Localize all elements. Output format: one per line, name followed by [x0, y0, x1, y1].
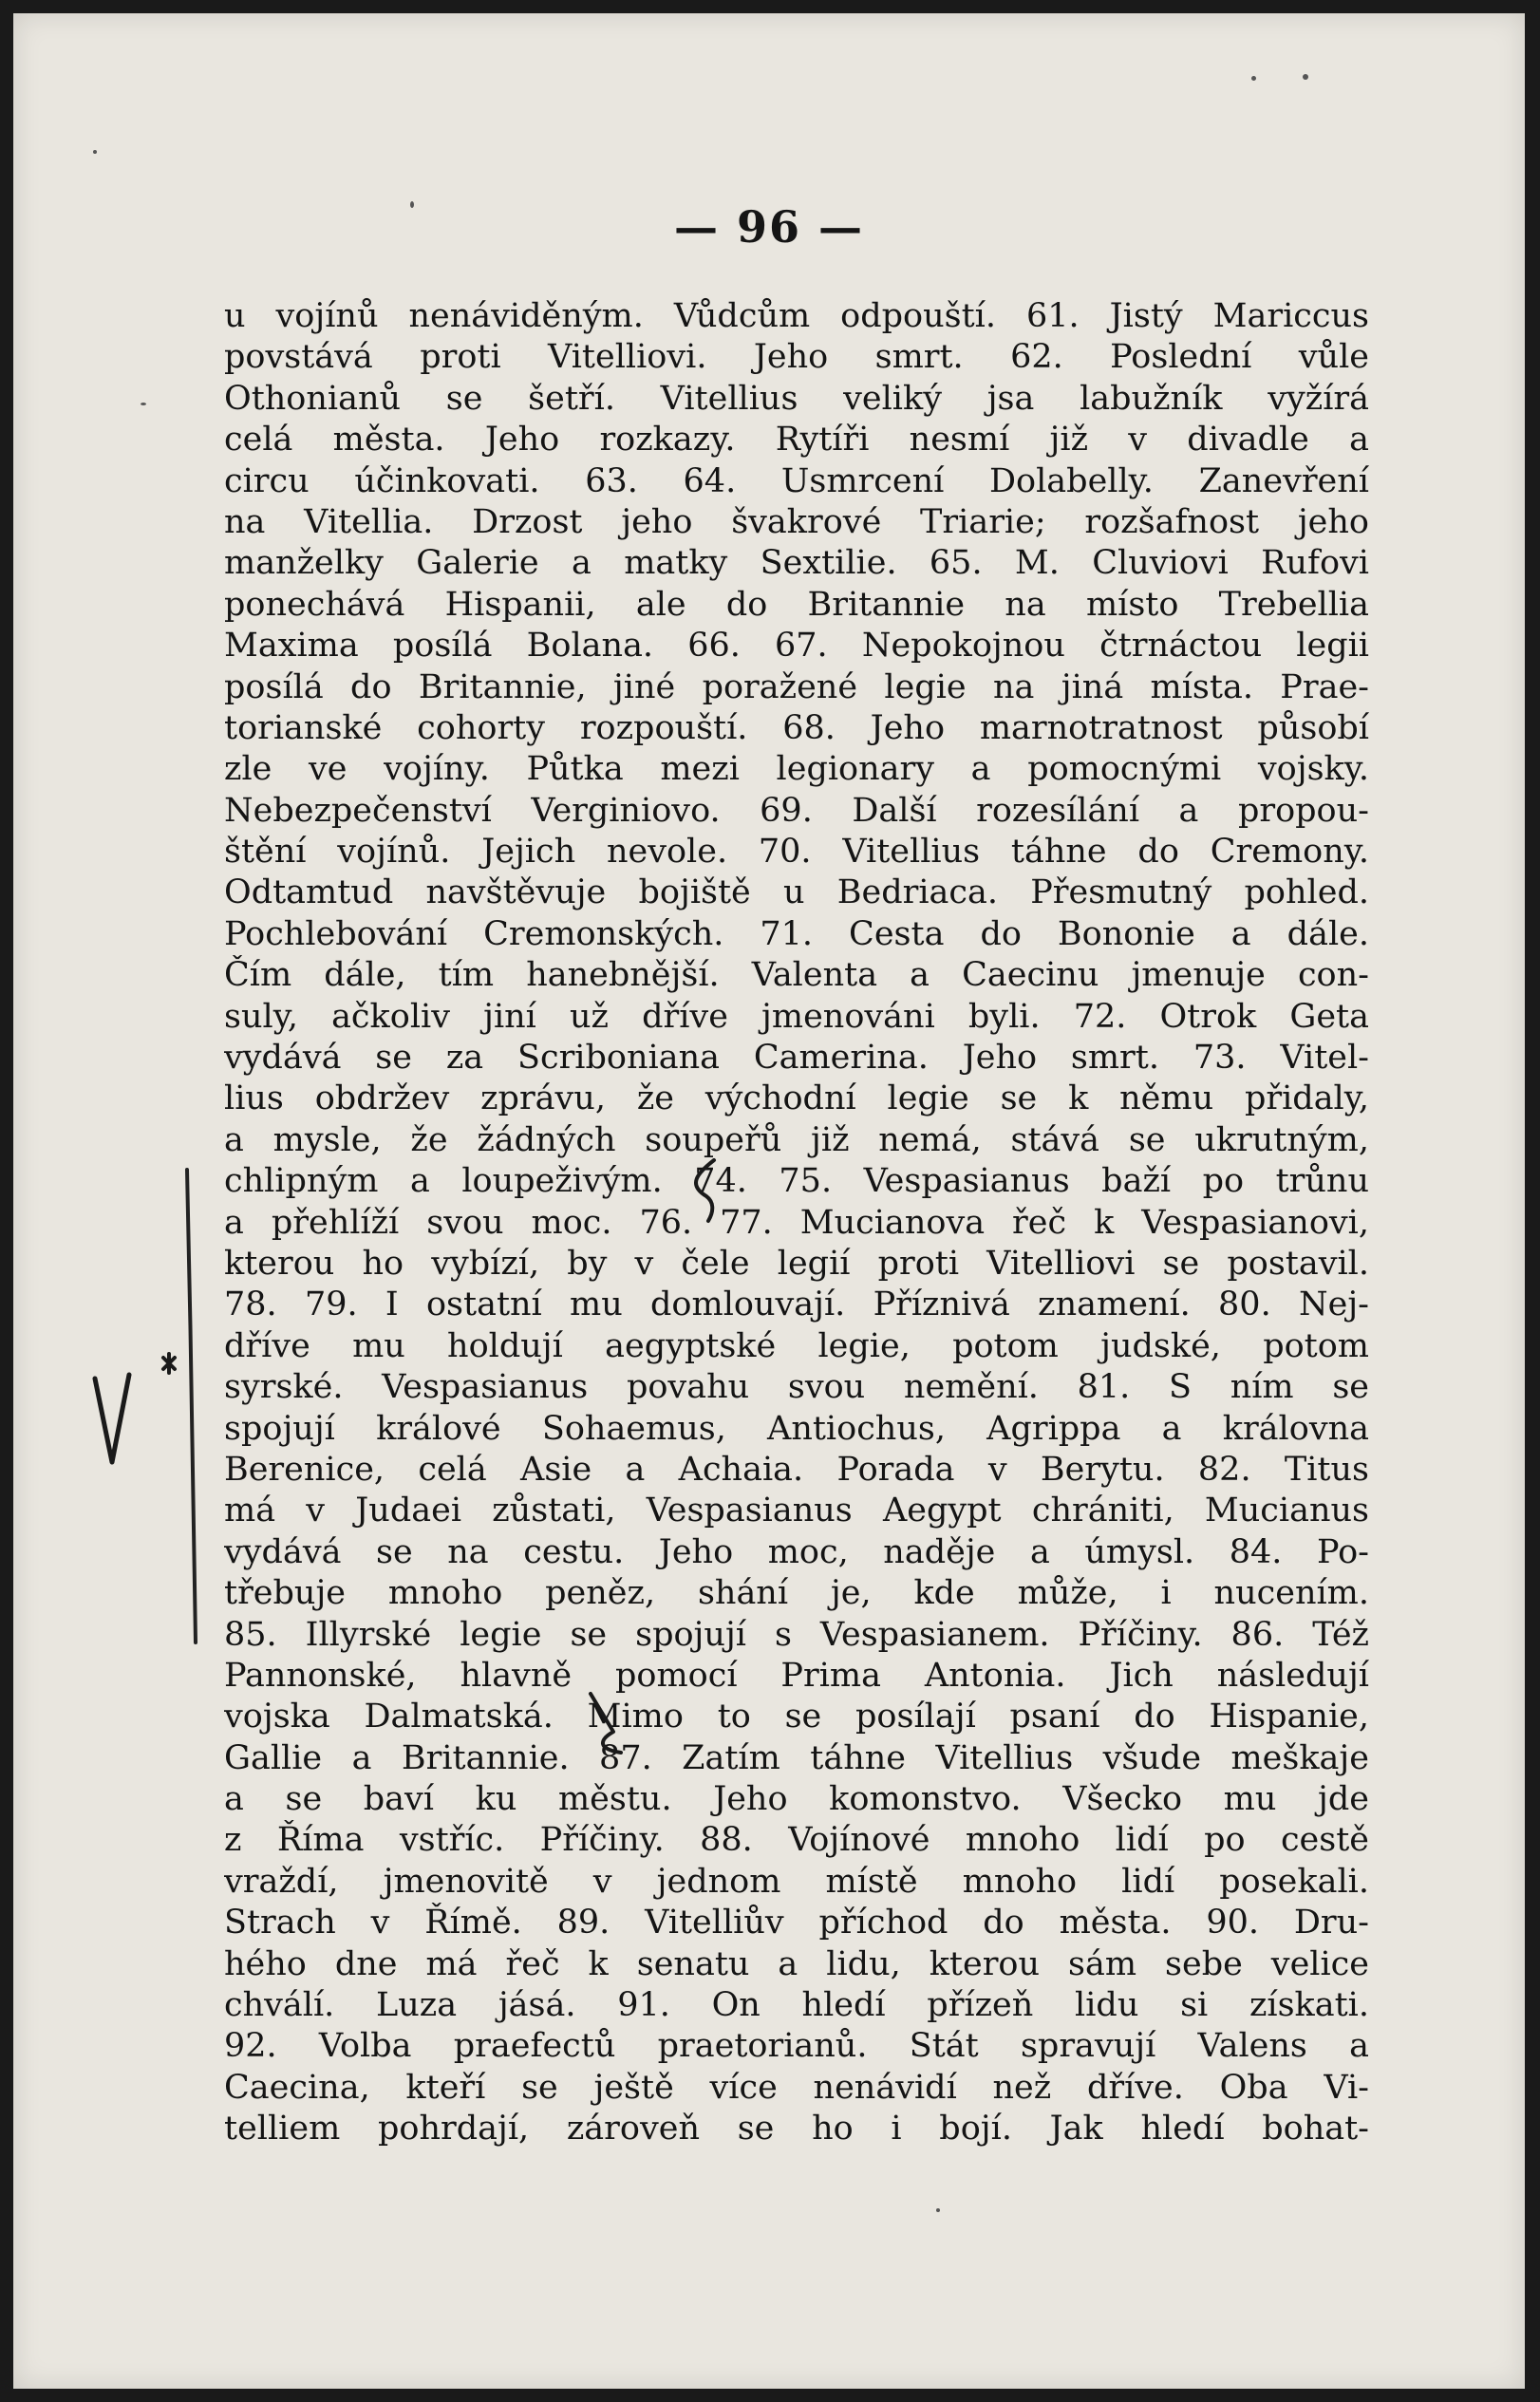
paper-speck — [1303, 74, 1308, 80]
text-line: kterou ho vybízí, by v čele legií proti Vitelliovi se postavil. — [224, 1244, 1369, 1283]
text-line: štění vojínů. Jejich nevole. 70. Vitellius táhne do Cremony. — [224, 833, 1369, 872]
text-line: 92. Volba praefectů praetorianů. Stát spravují Valens a — [224, 2027, 1369, 2066]
text-line: povstává proti Vitelliovi. Jeho smrt. 62. Poslední vůle — [224, 338, 1369, 377]
text-line: vydává se za Scriboniana Camerina. Jeho smrt. 73. Vitel- — [224, 1039, 1369, 1078]
text-line: chválí. Luza jásá. 91. On hledí přízeň lidu si získati. — [224, 1986, 1369, 2025]
text-line: vraždí, jmenovitě v jednom místě mnoho lidí posekali. — [224, 1862, 1369, 1901]
text-line: Berenice, celá Asie a Achaia. Porada v Berytu. 82. Titus — [224, 1450, 1369, 1489]
text-line: vojska Dalmatská. Mimo to se posílají psaní do Hispanie, — [224, 1698, 1369, 1736]
paper-speck — [141, 403, 146, 405]
text-line: a mysle, že žádných soupeřů již nemá, stává se ukrutným, — [224, 1120, 1369, 1159]
text-line: u vojínů nenáviděným. Vůdcům odpouští. 61. Jistý Mariccus — [224, 297, 1369, 335]
text-line: z Říma vstříc. Příčiny. 88. Vojínové mnoho lidí po cestě — [224, 1821, 1369, 1860]
paper-speck — [1251, 76, 1256, 81]
text-line: Gallie a Britannie. 87. Zatím táhne Vitellius všude meškaje — [224, 1738, 1369, 1777]
text-line: třebuje mnoho peněz, shání je, kde může, i nucením. — [224, 1574, 1369, 1613]
text-line: Pannonské, hlavně pomocí Prima Antonia. Jich následují — [224, 1656, 1369, 1695]
text-line: vydává se na cestu. Jeho moc, naděje a úmysl. 84. Po- — [224, 1532, 1369, 1571]
text-line: na Vitellia. Drzost jeho švakrové Triarie; rozšafnost jeho — [224, 502, 1369, 541]
text-line: spojují králové Sohaemus, Antiochus, Agrippa a královna — [224, 1409, 1369, 1448]
text-line: 78. 79. I ostatní mu domlouvají. Příznivá znamení. 80. Nej- — [224, 1285, 1369, 1324]
text-line: Nebezpečenství Verginiovo. 69. Další rozesílání a propou- — [224, 791, 1369, 830]
body-text — [224, 296, 1369, 2150]
text-line: syrské. Vespasianus povahu svou nemění. 81. S ním se — [224, 1368, 1369, 1407]
paper-speck — [936, 2208, 940, 2212]
text-line: 85. Illyrské legie se spojují s Vespasianem. Příčiny. 86. Též — [224, 1615, 1369, 1654]
text-line: telliem pohrdají, zároveň se ho i bojí. Jak hledí bohat- — [224, 2110, 1369, 2149]
paper-speck — [93, 150, 97, 154]
text-line: Čím dále, tím hanebnější. Valenta a Caecinu jmenuje con- — [224, 956, 1369, 995]
text-line: má v Judaei zůstati, Vespasianus Aegypt chrániti, Mucianus — [224, 1492, 1369, 1530]
text-line: manželky Galerie a matky Sextilie. 65. M. Cluviovi Rufovi — [224, 544, 1369, 583]
text-line: Maxima posílá Bolana. 66. 67. Nepokojnou čtrnáctou legii — [224, 627, 1369, 666]
text-line: posílá do Britannie, jiné poražené legie na jiná místa. Prae- — [224, 667, 1369, 706]
text-line: ponechává Hispanii, ale do Britannie na místo Trebellia — [224, 585, 1369, 624]
text-line: Odtamtud navštěvuje bojiště u Bedriaca. Přesmutný pohled. — [224, 873, 1369, 912]
text-line: suly, ačkoliv jiní už dříve jmenováni byli. 72. Otrok Geta — [224, 997, 1369, 1036]
text-line: Caecina, kteří se ještě více nenávidí než dříve. Oba Vi- — [224, 2068, 1369, 2107]
text-line: chlipným a loupeživým. 74. 75. Vespasianus baží po trůnu — [224, 1162, 1369, 1201]
text-line: celá města. Jeho rozkazy. Rytíři nesmí již v divadle a — [224, 421, 1369, 460]
text-line: zle ve vojíny. Půtka mezi legionary a pomocnými vojsky. — [224, 750, 1369, 789]
paper-speck — [410, 201, 414, 208]
text-line: circu účinkovati. 63. 64. Usmrcení Dolabelly. Zanevření — [224, 461, 1369, 500]
text-line: a se baví ku městu. Jeho komonstvo. Všecko mu jde — [224, 1780, 1369, 1819]
text-line: torianské cohorty rozpouští. 68. Jeho marnotratnost působí — [224, 708, 1369, 747]
text-line: hého dne má řeč k senatu a lidu, kterou sám sebe velice — [224, 1944, 1369, 1983]
text-line: lius obdržev zprávu, že východní legie se k němu přidaly, — [224, 1079, 1369, 1118]
text-line: dříve mu holdují aegyptské legie, potom judské, potom — [224, 1326, 1369, 1365]
text-line: Strach v Římě. 89. Vitelliův příchod do města. 90. Dru- — [224, 1904, 1369, 1942]
text-line: a přehlíží svou moc. 76. 77. Mucianova řeč k Vespasianovi, — [224, 1203, 1369, 1242]
text-line: Pochlebování Cremonských. 71. Cesta do Bononie a dále. — [224, 914, 1369, 953]
page-number: — 96 — — [673, 201, 865, 253]
text-line: Othonianů se šetří. Vitellius veliký jsa labužník vyžírá — [224, 379, 1369, 418]
